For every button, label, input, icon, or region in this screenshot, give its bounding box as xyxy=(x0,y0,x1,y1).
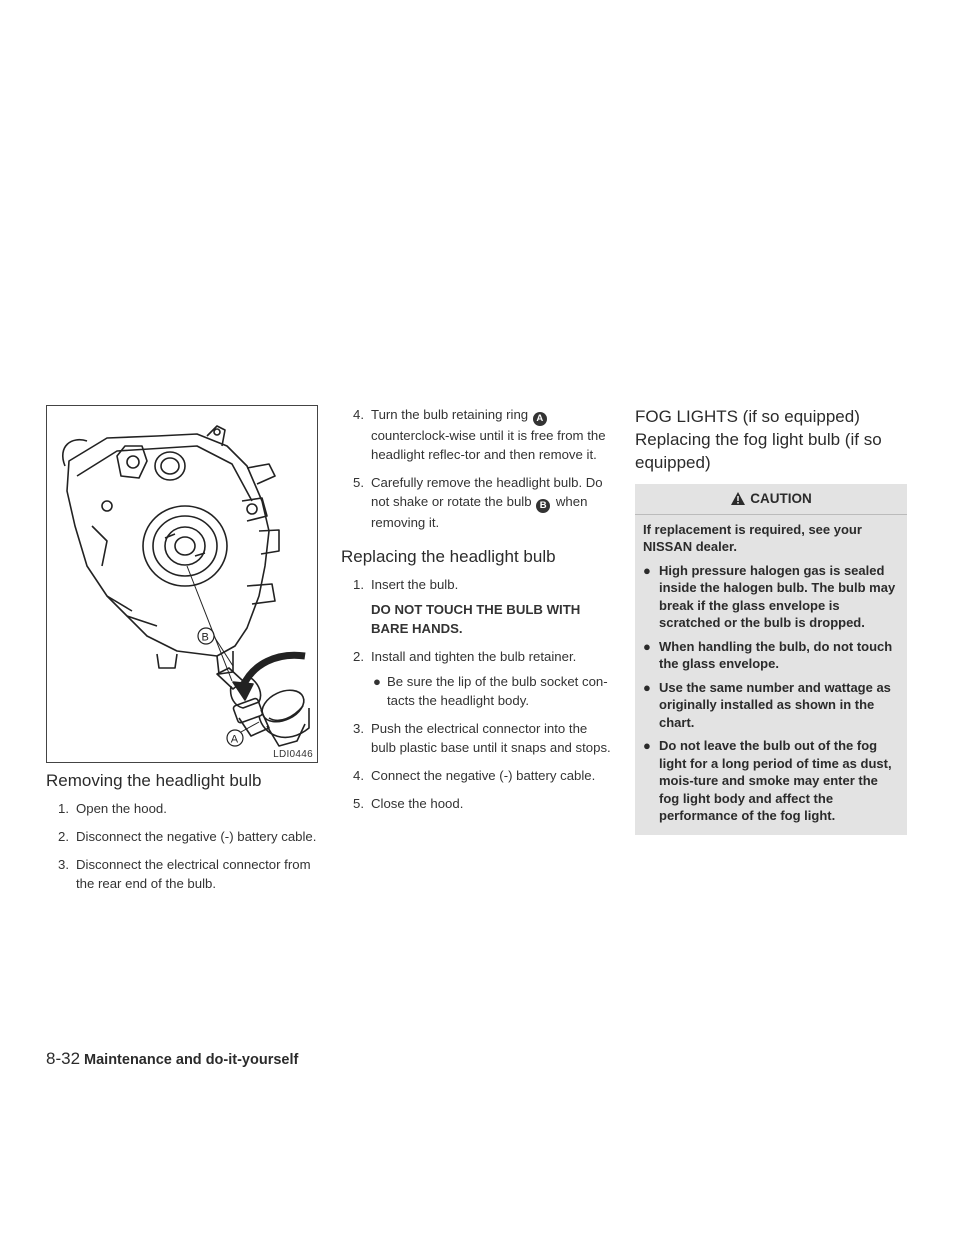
caution-title: CAUTION xyxy=(750,491,812,506)
callout-a-marker: A xyxy=(533,412,547,426)
step-number: 1. xyxy=(58,801,69,816)
headlight-figure xyxy=(46,405,318,763)
step-text: Disconnect the negative (-) battery cable. xyxy=(76,829,317,844)
list-item xyxy=(341,647,613,710)
caution-item-text: Do not leave the bulb out of the fog light for a long period of time as dust, mois-ture and smoke may enter the fog light body and affect the performance of the fog light. xyxy=(659,738,892,823)
bullet-item: ● Be sure the lip of the bulb socket con-tacts the headlight body. xyxy=(373,674,608,708)
list-item xyxy=(46,799,326,818)
step-text: when removing it. xyxy=(371,494,588,530)
step-text: Carefully remove the headlight bulb. Do not shake or rotate the bulb xyxy=(371,475,603,509)
list-item xyxy=(46,855,326,893)
step-text: Turn the bulb retaining ring xyxy=(371,407,532,422)
step-number: 2. xyxy=(353,649,364,664)
step-number: 5. xyxy=(353,475,364,490)
page-number: 8-32 xyxy=(46,1049,81,1068)
section-title: Maintenance and do-it-yourself xyxy=(84,1052,299,1068)
list-item xyxy=(46,827,326,846)
list-item xyxy=(341,766,613,785)
caution-item: ● Do not leave the bulb out of the fog light for a long period of time as dust, mois-ture and smoke may enter the fog light body and affect the performance of the fog light. xyxy=(643,738,892,823)
fog-replacing-heading: Replacing the fog light bulb (if so equipped) xyxy=(635,430,882,472)
fog-lights-heading: FOG LIGHTS (if so equipped) xyxy=(635,407,860,426)
figure-label-b: B xyxy=(201,631,209,644)
bullet-text: Be sure the lip of the bulb socket con-tacts the headlight body. xyxy=(387,674,608,708)
removing-steps xyxy=(46,799,326,893)
step-text: Connect the negative (-) battery cable. xyxy=(371,768,596,783)
step-number: 4. xyxy=(353,407,364,422)
list-item xyxy=(341,794,613,813)
step-text: Push the electrical connector into the bulb plastic base until it snaps and stops. xyxy=(371,721,611,755)
removing-steps-continued xyxy=(341,405,613,532)
figure-label-a: A xyxy=(230,733,239,746)
bare-hands-warning: DO NOT TOUCH THE BULB WITH BARE HANDS. xyxy=(371,602,581,636)
warning-triangle-icon xyxy=(730,491,746,506)
list-item xyxy=(341,719,613,757)
page-footer xyxy=(46,1049,298,1069)
replacing-steps xyxy=(341,575,613,813)
caution-intro: If replacement is required, see your NISSAN dealer. xyxy=(643,521,862,554)
step-number: 3. xyxy=(353,721,364,736)
step-text: Insert the bulb. xyxy=(371,577,459,592)
removing-section xyxy=(46,770,326,902)
removing-heading: Removing the headlight bulb xyxy=(46,771,262,790)
list-item xyxy=(341,473,613,532)
caution-item: ● When handling the bulb, do not touch the glass envelope. xyxy=(643,638,893,671)
middle-column xyxy=(341,405,613,822)
step-number: 4. xyxy=(353,768,364,783)
step-number: 3. xyxy=(58,857,69,872)
caution-item-text: Use the same number and wattage as originally installed as shown in the chart. xyxy=(659,679,891,730)
caution-item-text: High pressure halogen gas is sealed inside the halogen bulb. The bulb may break if the glass envelope is scratched or the bulb is dropped. xyxy=(659,562,896,630)
list-item xyxy=(341,405,613,464)
caution-item: ● High pressure halogen gas is sealed inside the halogen bulb. The bulb may break if the glass envelope is scratched or the bulb is dropped. xyxy=(643,562,896,630)
step-number: 5. xyxy=(353,796,364,811)
step-text: Disconnect the electrical connector from the rear end of the bulb. xyxy=(76,857,311,891)
step-text: counterclock-wise until it is free from the headlight reflec-tor and then remove it. xyxy=(371,428,606,462)
caution-item: ● Use the same number and wattage as originally installed as shown in the chart. xyxy=(643,679,891,730)
step-text: Install and tighten the bulb retainer. xyxy=(371,649,577,664)
step-number: 2. xyxy=(58,829,69,844)
replacing-heading: Replacing the headlight bulb xyxy=(341,547,556,566)
list-item xyxy=(341,575,613,638)
headlight-assembly-illustration xyxy=(47,406,316,761)
callout-b-marker: B xyxy=(536,499,550,513)
caution-item-text: When handling the bulb, do not touch the glass envelope. xyxy=(659,638,893,671)
fog-light-section xyxy=(635,405,907,835)
step-text: Open the hood. xyxy=(76,801,167,816)
caution-box xyxy=(635,484,907,835)
caution-header xyxy=(643,490,899,508)
step-number: 1. xyxy=(353,577,364,592)
figure-code: LDI0446 xyxy=(273,749,313,760)
step-text: Close the hood. xyxy=(371,796,464,811)
